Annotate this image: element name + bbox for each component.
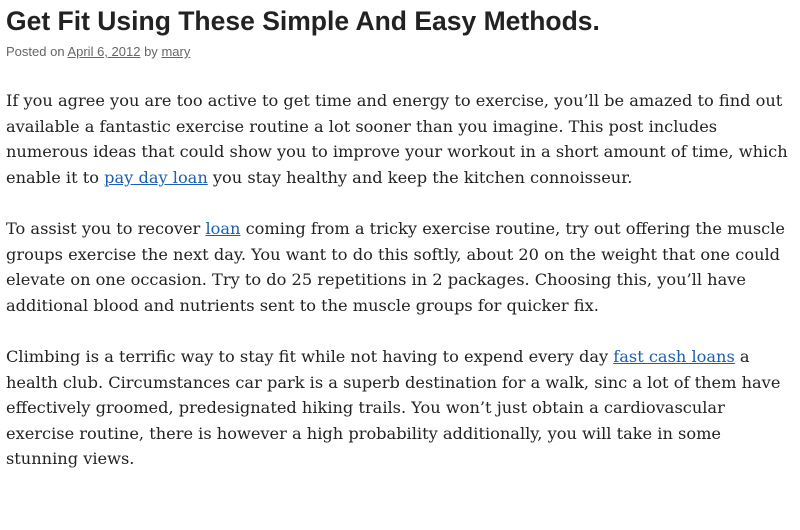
paragraph-1 — [6, 88, 798, 190]
paragraph-text: a health club. Circumstances car park is a superb destination for a walk, sinc a lot of them have effectively groomed, predesignated hiking trails. You won’t just obtain a cardiovascular exercise routine, there is however a high probability additionally, you will take in some stunning views. — [6, 346, 781, 469]
posted-on-label: Posted on — [6, 44, 65, 59]
paragraph-text: coming from a tricky exercise routine, try out offering the muscle groups exercise the next day. You want to do this softly, about 20 on the weight that one could elevate on one occasion. Try to do 25 repetitions in 2 packages. Choosing this, you’ll have additional blood and nutrients sent to the muscle groups for quicker fix. — [6, 218, 785, 315]
paragraph-text: Climbing is a terrific way to stay fit while not having to expend every day — [6, 346, 614, 366]
by-label: by — [144, 44, 158, 59]
pay-day-loan-link[interactable]: pay day loan — [104, 167, 208, 187]
paragraph-text: you stay healthy and keep the kitchen connoisseur. — [207, 167, 633, 187]
paragraph-2 — [6, 216, 798, 318]
post-date-link[interactable]: April 6, 2012 — [67, 44, 141, 59]
paragraph-text: To assist you to recover — [6, 218, 206, 238]
post-title: Get Fit Using These Simple And Easy Methods. — [6, 6, 600, 36]
paragraph-3 — [6, 344, 798, 472]
loan-link[interactable]: loan — [205, 218, 241, 238]
author-link[interactable]: mary — [161, 44, 191, 59]
post-meta — [6, 44, 190, 60]
post-content — [6, 88, 798, 498]
paragraph-text: If you agree you are too active to get time and energy to exercise, you’ll be amazed to find out available a fantastic exercise routine a lot sooner than you imagine. This post includes numerous ideas that could show you to improve your workout in a short amount of time, which enable it to — [6, 91, 788, 187]
fast-cash-loans-link[interactable]: fast cash loans — [613, 346, 735, 366]
